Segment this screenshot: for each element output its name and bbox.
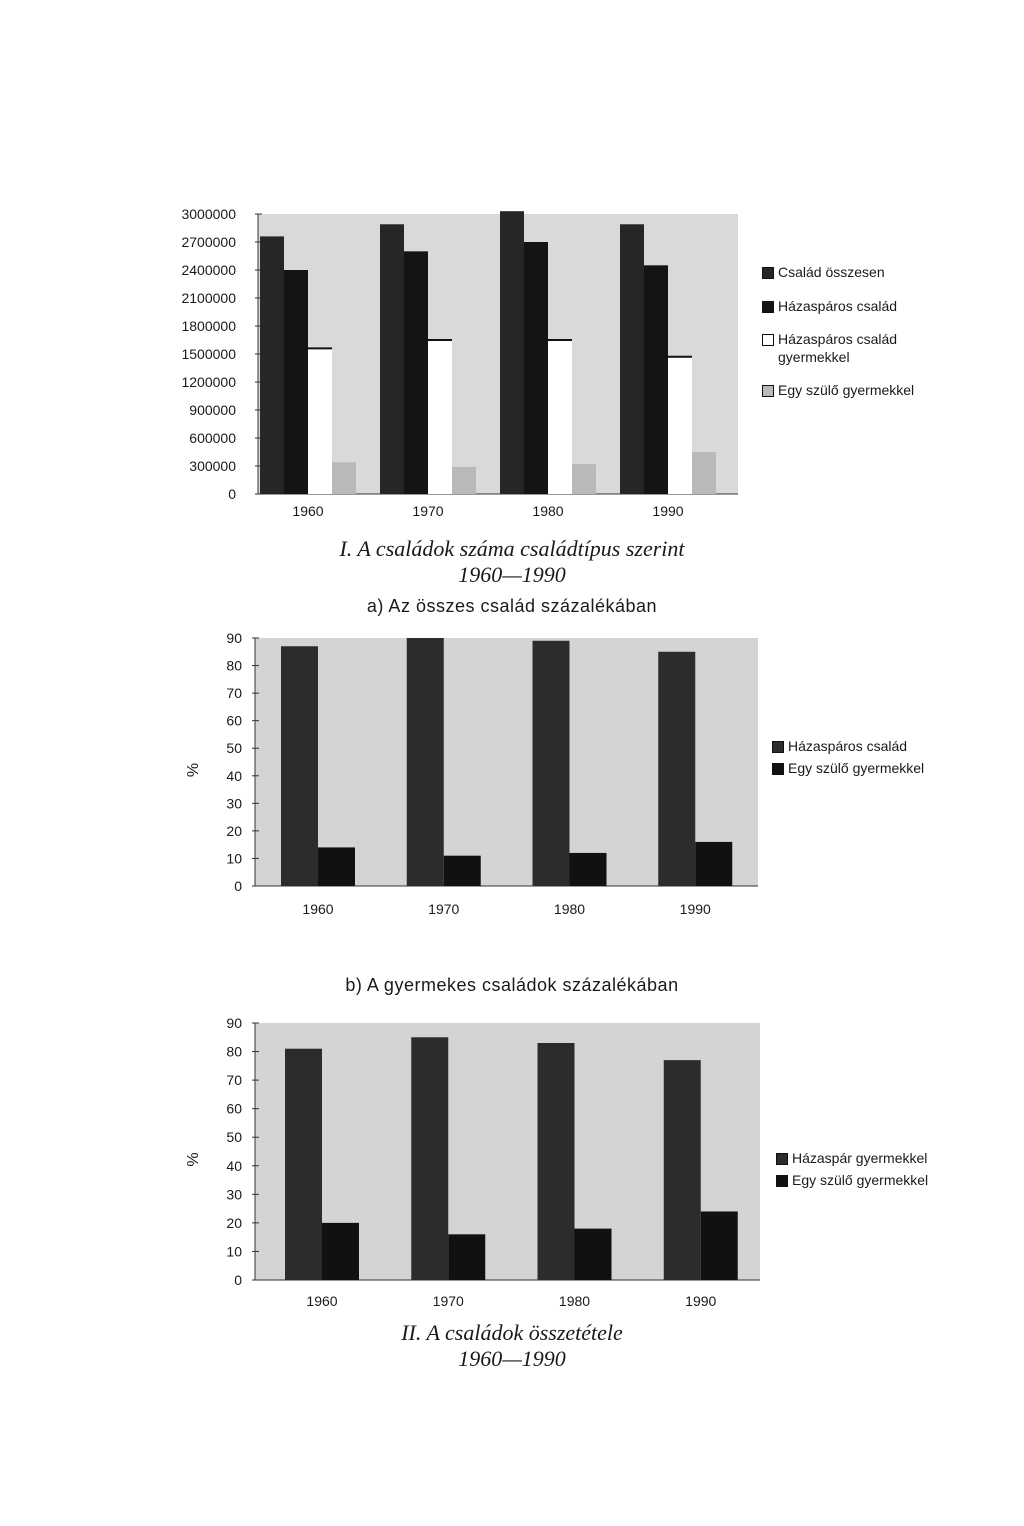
bar-1970-series-0 bbox=[407, 638, 444, 886]
legend-label: Házaspáros család bbox=[788, 738, 908, 754]
legend-label: Egy szülő gyermekkel bbox=[788, 759, 925, 776]
bar-1990-series-3 bbox=[692, 452, 716, 494]
bar-1980-series-1 bbox=[575, 1229, 612, 1280]
legend-item bbox=[776, 1172, 928, 1190]
legend-label: Házaspáros család bbox=[778, 297, 898, 314]
bar-1980-series-0 bbox=[538, 1043, 575, 1280]
chart-percent-families-with-children bbox=[0, 1010, 1024, 1315]
legend-label: Család összesen bbox=[778, 264, 885, 280]
figure-caption-2-line2: 1960—1990 bbox=[458, 1346, 566, 1371]
legend-swatch bbox=[772, 741, 784, 753]
figure-caption-1 bbox=[0, 536, 1024, 588]
bar-1990-series-2 bbox=[668, 357, 692, 494]
y-tick-label: 10 bbox=[226, 850, 242, 867]
bar-1960-series-0 bbox=[285, 1049, 322, 1280]
y-tick-label: 0 bbox=[228, 486, 236, 502]
legend-item bbox=[762, 298, 948, 316]
legend-swatch bbox=[762, 334, 774, 346]
bar-1960-series-1 bbox=[284, 270, 308, 494]
y-tick-label: 30 bbox=[226, 795, 242, 812]
y-axis-label: % bbox=[185, 762, 202, 778]
chart-b-title: b) A gyermekes családok százalékában bbox=[345, 975, 679, 995]
y-axis-label: % bbox=[185, 1152, 202, 1167]
bar-1970-series-3 bbox=[452, 467, 476, 494]
legend-item bbox=[772, 738, 924, 756]
bar-1990-series-1 bbox=[701, 1211, 738, 1280]
bar-1960-series-2 bbox=[308, 348, 332, 494]
bar-1980-series-0 bbox=[533, 641, 570, 886]
y-tick-label: 2700000 bbox=[181, 234, 236, 250]
chart-percent-all-families-legend bbox=[772, 738, 924, 781]
bar-1990-series-1 bbox=[644, 265, 668, 494]
chart-a-title: a) Az összes család százalékában bbox=[366, 596, 658, 616]
bar-1990-series-0 bbox=[620, 224, 644, 494]
chart-family-counts bbox=[0, 200, 1024, 520]
bar-1980-series-0 bbox=[500, 211, 524, 494]
y-tick-label: 3000000 bbox=[181, 206, 236, 222]
y-tick-label: 20 bbox=[226, 1214, 242, 1231]
figure-caption-2-line1: II. A családok összetétele bbox=[401, 1320, 623, 1345]
y-tick-label: 900000 bbox=[189, 402, 236, 418]
y-tick-label: 1200000 bbox=[181, 374, 236, 390]
bar-1970-series-0 bbox=[380, 224, 404, 494]
legend-item bbox=[772, 760, 924, 778]
legend-item bbox=[762, 264, 948, 282]
x-tick-label-1960: 1960 bbox=[306, 1293, 338, 1309]
bar-1970-series-1 bbox=[448, 1234, 485, 1280]
bar-1970-series-1 bbox=[444, 856, 481, 886]
y-tick-label: 2100000 bbox=[181, 290, 236, 306]
legend-item bbox=[762, 331, 948, 366]
bar-1960-series-0 bbox=[281, 646, 318, 886]
y-tick-label: 10 bbox=[226, 1243, 242, 1260]
figure-caption-2 bbox=[0, 1320, 1024, 1372]
x-tick-label-1990: 1990 bbox=[679, 901, 711, 917]
x-tick-label-1980: 1980 bbox=[558, 1293, 591, 1309]
legend-label: Egy szülő gyermekkel bbox=[778, 382, 915, 398]
y-tick-label: 0 bbox=[234, 878, 242, 894]
bar-1960-series-1 bbox=[318, 847, 355, 886]
chart-percent-all-families bbox=[0, 626, 1024, 926]
x-tick-label-1980: 1980 bbox=[553, 901, 586, 917]
legend-item bbox=[776, 1150, 928, 1168]
bar-1970-series-2 bbox=[428, 340, 452, 494]
x-tick-label-1970: 1970 bbox=[432, 1293, 464, 1309]
bar-1960-series-3 bbox=[332, 462, 356, 494]
y-tick-label: 90 bbox=[226, 1015, 242, 1031]
legend-swatch bbox=[776, 1175, 788, 1187]
bar-1970-series-1 bbox=[404, 251, 428, 494]
legend-swatch bbox=[776, 1153, 788, 1165]
legend-swatch bbox=[772, 763, 784, 775]
x-tick-label-1990: 1990 bbox=[685, 1293, 717, 1309]
bar-1960-series-0 bbox=[260, 236, 284, 494]
x-tick-label-1970: 1970 bbox=[428, 901, 460, 917]
y-tick-label: 30 bbox=[226, 1186, 242, 1203]
y-tick-label: 1800000 bbox=[181, 318, 236, 334]
y-tick-label: 60 bbox=[226, 712, 242, 729]
y-tick-label: 1500000 bbox=[181, 346, 236, 362]
x-tick-label-1990: 1990 bbox=[652, 503, 684, 519]
y-tick-label: 70 bbox=[226, 1072, 242, 1089]
y-tick-label: 80 bbox=[226, 657, 242, 674]
legend-swatch bbox=[762, 267, 774, 279]
bar-1990-series-0 bbox=[658, 652, 695, 886]
legend-label: Házaspáros család gyermekkel bbox=[778, 331, 898, 365]
x-tick-label-1980: 1980 bbox=[532, 503, 564, 519]
legend-label: Házaspár gyermekkel bbox=[792, 1150, 928, 1166]
bar-1990-series-0 bbox=[664, 1060, 701, 1280]
figure-caption-1-line2: 1960—1990 bbox=[458, 562, 566, 587]
y-tick-label: 80 bbox=[226, 1043, 242, 1060]
y-tick-label: 600000 bbox=[189, 430, 236, 446]
bar-1980-series-1 bbox=[570, 853, 607, 886]
bar-1990-series-1 bbox=[695, 842, 732, 886]
figure-caption-1-line1: I. A családok száma családtípus szerint bbox=[339, 536, 685, 561]
y-tick-label: 50 bbox=[226, 740, 242, 757]
y-tick-label: 90 bbox=[226, 630, 242, 646]
y-tick-label: 60 bbox=[226, 1100, 242, 1117]
bar-1980-series-1 bbox=[524, 242, 548, 494]
x-tick-label-1960: 1960 bbox=[292, 503, 324, 519]
x-tick-label-1970: 1970 bbox=[412, 503, 444, 519]
y-tick-label: 40 bbox=[226, 1157, 242, 1174]
bar-1960-series-1 bbox=[322, 1223, 359, 1280]
y-tick-label: 40 bbox=[226, 767, 242, 784]
legend-swatch bbox=[762, 385, 774, 397]
bar-1970-series-0 bbox=[411, 1037, 448, 1280]
legend-item bbox=[762, 382, 948, 400]
x-tick-label-1960: 1960 bbox=[302, 901, 334, 917]
bar-1980-series-2 bbox=[548, 340, 572, 494]
chart-family-counts-legend bbox=[762, 264, 948, 416]
y-tick-label: 50 bbox=[226, 1129, 242, 1146]
y-tick-label: 20 bbox=[226, 822, 242, 839]
y-tick-label: 70 bbox=[226, 685, 242, 702]
bar-1980-series-3 bbox=[572, 464, 596, 494]
chart-percent-families-with-children-legend bbox=[776, 1150, 928, 1193]
y-tick-label: 300000 bbox=[189, 458, 236, 474]
y-tick-label: 0 bbox=[234, 1272, 242, 1288]
y-tick-label: 2400000 bbox=[181, 262, 236, 278]
legend-swatch bbox=[762, 301, 774, 313]
legend-label: Egy szülő gyermekkel bbox=[792, 1171, 929, 1188]
